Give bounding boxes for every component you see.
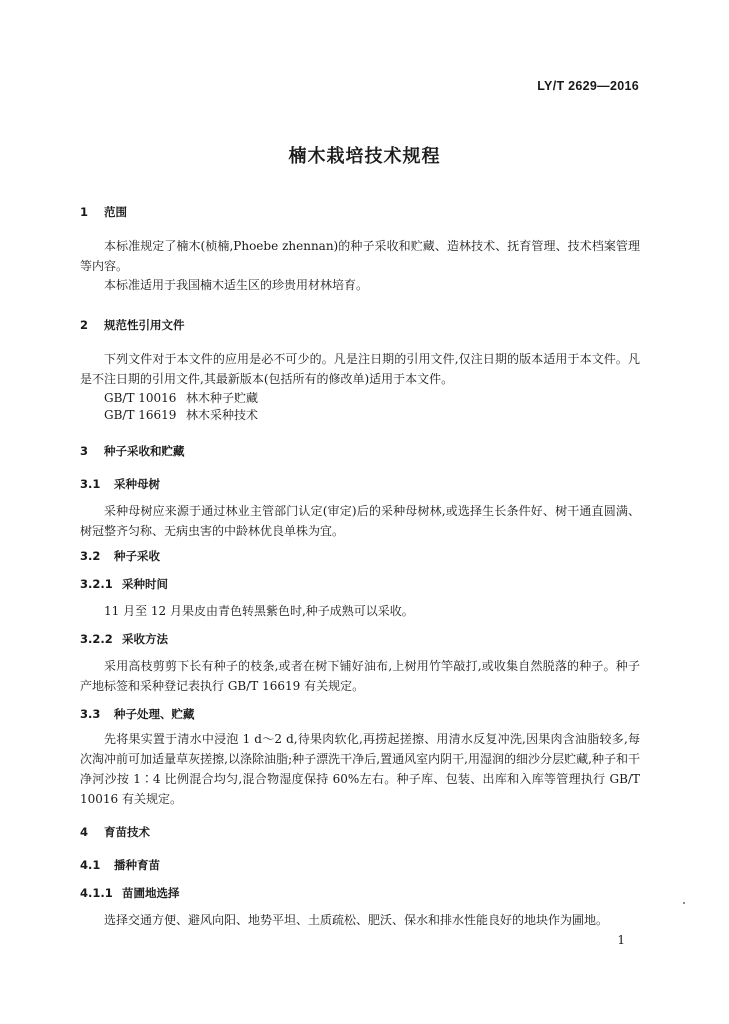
reference-name: 林木种子贮藏 <box>186 391 259 405</box>
section-3-heading <box>80 443 185 459</box>
section-1-heading <box>80 204 127 220</box>
section-title: 种子处理、贮藏 <box>114 707 195 721</box>
section-3-2-2-heading <box>80 631 168 647</box>
section-number: 4.1 <box>80 858 101 872</box>
section-number: 3.2.2 <box>80 632 113 646</box>
section-title: 范围 <box>104 205 127 219</box>
section-title: 种子采收 <box>114 549 160 563</box>
section-title: 种子采收和贮藏 <box>104 444 185 458</box>
section-4-1-1-heading <box>80 885 180 901</box>
section-2-heading <box>80 317 185 333</box>
paragraph-seed-processing: 先将果实置于清水中浸泡 1 d～2 d,待果肉软化,再捞起搓擦、用清水反复冲洗,因果肉含油脂较多,每次淘冲前可加适量草灰搓擦,以涤除油脂;种子漂洗干净后,置通风室内阴干,用湿润的细沙分层贮藏,种子和干净河沙按 1∶4 比例混合均匀,混合物湿度保持 60%左右。种子库、包装、出库和入库等管理执行 GB/T 10016 有关规定。 <box>80 732 640 806</box>
paragraph-scope-2: 本标准适用于我国楠木适生区的珍贵用材林培育。 <box>104 278 369 292</box>
section-3-2-1-heading <box>80 576 168 592</box>
section-number: 3.3 <box>80 707 101 721</box>
standard-code: LY/T 2629—2016 <box>537 79 639 93</box>
reference-name: 林木采种技术 <box>186 408 259 422</box>
scan-speck <box>683 902 685 904</box>
paragraph-mother-tree: 采种母树应来源于通过林业主管部门认定(审定)后的采种母树林,或选择生长条件好、树干通直圆满、树冠整齐匀称、无病虫害的中龄林优良单株为宜。 <box>80 504 640 538</box>
paragraph-nursery-site: 选择交通方便、避风向阳、地势平坦、土质疏松、肥沃、保水和排水性能良好的地块作为圃地。 <box>104 913 609 927</box>
section-title: 采收方法 <box>122 632 168 646</box>
section-title: 苗圃地选择 <box>122 886 180 900</box>
paragraph-collection-method: 采用高枝剪剪下长有种子的枝条,或者在树下铺好油布,上树用竹竿敲打,或收集自然脱落的种子。种子产地标签和采种登记表执行 GB/T 16619 有关规定。 <box>80 659 640 693</box>
page-number: 1 <box>617 933 625 947</box>
section-title: 采种母树 <box>114 477 160 491</box>
paragraph-scope-1: 本标准规定了楠木(桢楠,Phoebe zhennan)的种子采收和贮藏、造林技术、抚育管理、技术档案管理等内容。 <box>80 239 640 273</box>
section-3-1-heading <box>80 476 160 492</box>
paragraph-collection-time: 11 月至 12 月果皮由青色转黑紫色时,种子成熟可以采收。 <box>104 604 414 618</box>
reference-code: GB/T 10016 <box>104 391 177 405</box>
section-number: 3.2 <box>80 549 101 563</box>
section-number: 4 <box>80 825 89 839</box>
section-3-3-heading <box>80 706 195 722</box>
section-title: 规范性引用文件 <box>104 318 185 332</box>
section-4-1-heading <box>80 857 160 873</box>
section-title: 采种时间 <box>122 577 168 591</box>
reference-item <box>104 405 258 425</box>
section-number: 3.2.1 <box>80 577 113 591</box>
section-number: 4.1.1 <box>80 886 113 900</box>
section-3-2-heading <box>80 548 160 564</box>
section-number: 3 <box>80 444 89 458</box>
document-title: 楠木栽培技术规程 <box>288 146 441 167</box>
section-title: 育苗技术 <box>104 825 150 839</box>
paragraph-normative-refs: 下列文件对于本文件的应用是必不可少的。凡是注日期的引用文件,仅注日期的版本适用于本文件。凡是不注日期的引用文件,其最新版本(包括所有的修改单)适用于本文件。 <box>80 352 640 386</box>
section-4-heading <box>80 824 150 840</box>
section-number: 2 <box>80 318 89 332</box>
section-number: 1 <box>80 205 89 219</box>
section-title: 播种育苗 <box>114 858 160 872</box>
section-number: 3.1 <box>80 477 101 491</box>
reference-code: GB/T 16619 <box>104 408 177 422</box>
